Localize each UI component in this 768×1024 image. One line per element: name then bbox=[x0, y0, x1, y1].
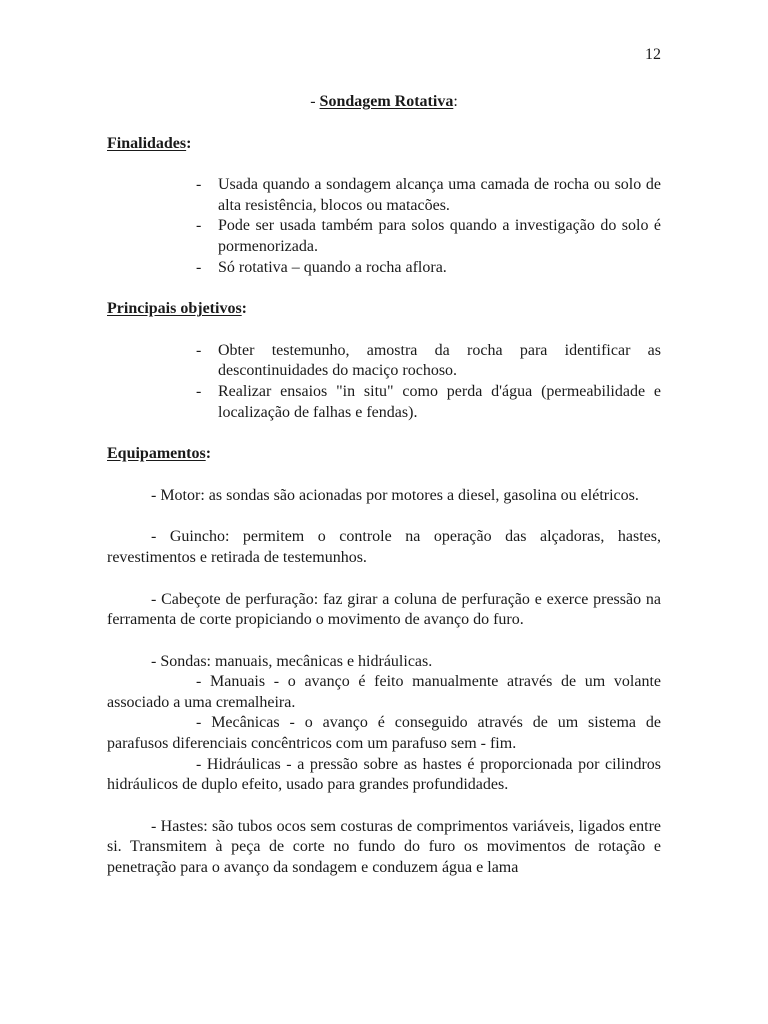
heading-objetivos-colon: : bbox=[241, 300, 247, 318]
heading-equipamentos-text: Equipamentos bbox=[107, 445, 206, 463]
list-item bbox=[196, 216, 661, 257]
bullet-dash: - bbox=[196, 382, 202, 400]
heading-equipamentos bbox=[107, 444, 661, 465]
bullet-dash: - bbox=[196, 176, 202, 194]
list-item bbox=[196, 382, 661, 423]
bullet-dash: - bbox=[196, 217, 202, 235]
heading-finalidades-text: Finalidades bbox=[107, 134, 187, 152]
paragraph-hastes: - Hastes: são tubos ocos sem costuras de comprimentos variáveis, ligados entre si. Transmitem à peça de corte no fundo do furo os movimentos de rotação e penetração para o avanço da sondagem e conduzem água e lama bbox=[107, 817, 661, 877]
title-text: Sondagem Rotativa bbox=[319, 93, 454, 110]
list-item-text: Só rotativa – quando a rocha aflora. bbox=[218, 258, 447, 276]
list-item-text: Pode ser usada também para solos quando a investigação do solo é pormenorizada. bbox=[218, 217, 661, 255]
paragraph-guincho: - Guincho: permitem o controle na operação das alçadoras, hastes, revestimentos e retirada de testemunhos. bbox=[107, 528, 661, 566]
heading-finalidades-colon: : bbox=[186, 134, 192, 152]
paragraph-cabecote: - Cabeçote de perfuração: faz girar a coluna de perfuração e exerce pressão na ferramenta de corte propiciando o movimento de avanço do furo. bbox=[107, 590, 661, 629]
title-prefix: - bbox=[310, 93, 320, 110]
list-item bbox=[196, 258, 661, 279]
list-item bbox=[196, 341, 661, 382]
page-number: 12 bbox=[645, 46, 661, 63]
finalidades-list bbox=[107, 175, 661, 278]
paragraph-hidraulicas: - Hidráulicas - a pressão sobre as hastes é proporcionada por cilindros hidráulicos de duplo efeito, usado para grandes profundidades. bbox=[107, 755, 661, 794]
list-item bbox=[196, 175, 661, 216]
heading-objetivos-text: Principais objetivos bbox=[107, 300, 242, 318]
title-suffix: : bbox=[453, 93, 458, 110]
bullet-dash: - bbox=[196, 341, 202, 359]
bullet-dash: - bbox=[196, 258, 202, 276]
page-content bbox=[107, 92, 661, 900]
list-item-text: Realizar ensaios "in situ" como perda d'água (permeabilidade e localização de falhas e fendas). bbox=[218, 382, 661, 421]
paragraph-mecanicas: - Mecânicas - o avanço é conseguido através de um sistema de parafusos diferenciais concêntricos com um parafuso sem - fim. bbox=[107, 714, 661, 753]
list-item-text: Usada quando a sondagem alcança uma camada de rocha ou solo de alta resistência, blocos ou matacões. bbox=[218, 176, 661, 214]
paragraph-manuais: - Manuais - o avanço é feito manualmente através de um volante associado a uma cremalheira. bbox=[107, 673, 661, 711]
heading-objetivos bbox=[107, 299, 661, 320]
objetivos-list bbox=[107, 341, 661, 423]
list-item-text: Obter testemunho, amostra da rocha para identificar as descontinuidades do maciço rochoso. bbox=[218, 341, 661, 380]
paragraph-sondas: - Sondas: manuais, mecânicas e hidráulicas. bbox=[151, 652, 433, 670]
section-title bbox=[107, 92, 661, 113]
heading-equipamentos-colon: : bbox=[205, 445, 212, 463]
paragraph-motor: - Motor: as sondas são acionadas por motores a diesel, gasolina ou elétricos. bbox=[151, 486, 639, 504]
heading-finalidades bbox=[107, 134, 661, 155]
